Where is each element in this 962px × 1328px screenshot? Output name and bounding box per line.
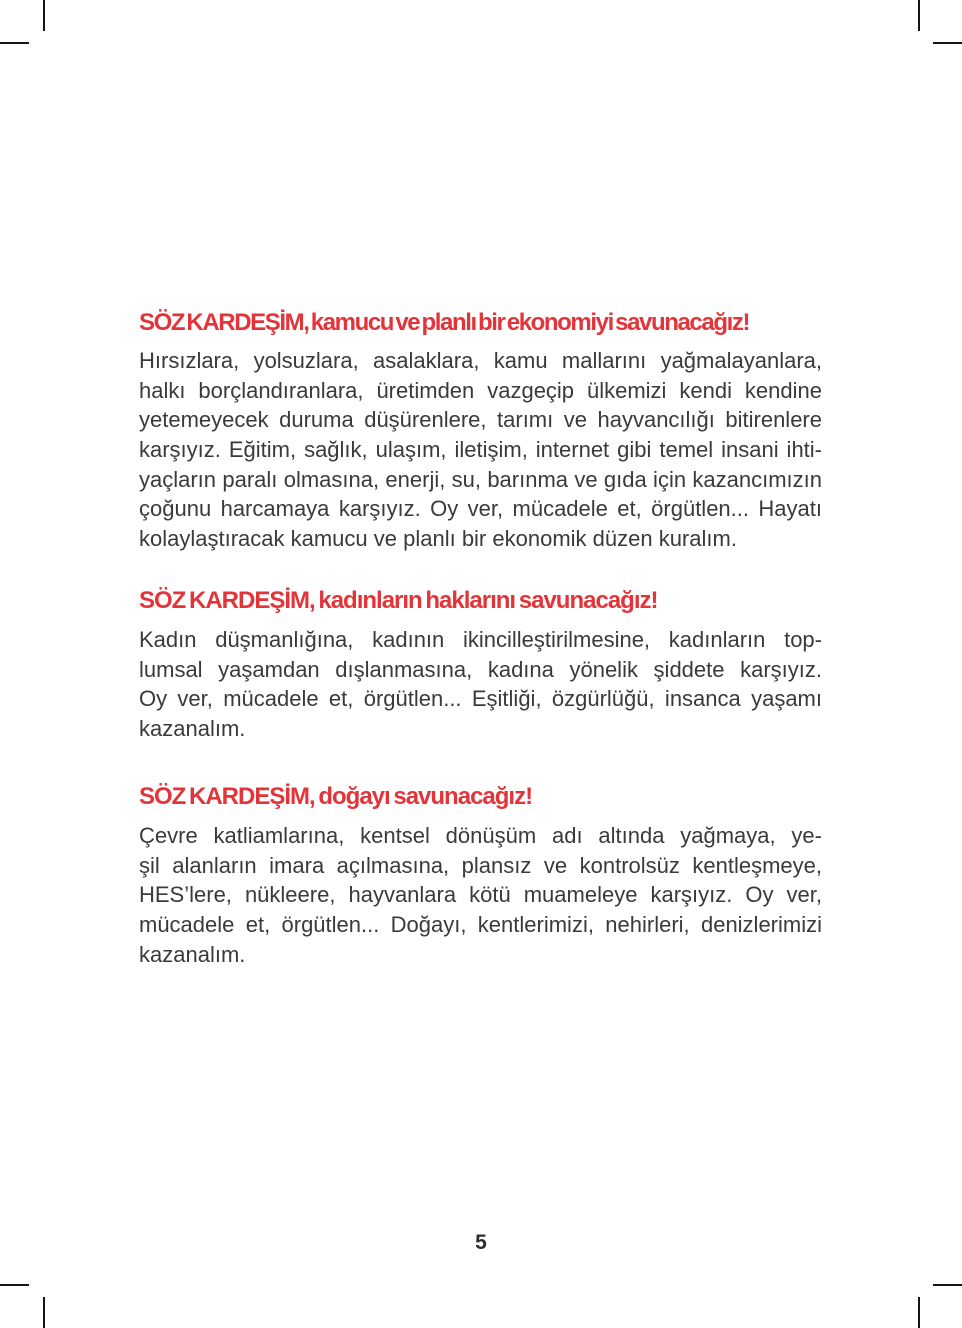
section-womens-rights xyxy=(139,586,822,744)
crop-mark-bottom-right-icon xyxy=(933,1284,962,1286)
paragraph-line: yetemeyecek duruma düşürenlere, tarımı ve hayvancılığı bitirenlere xyxy=(139,407,822,433)
section-economy xyxy=(139,308,822,554)
paragraph-line: yaçların paralı olmasına, enerji, su, barınma ve gıda için kazancımızın xyxy=(139,466,822,492)
section-heading: SÖZ KARDEŞİM, doğayı savunacağız! xyxy=(139,783,533,810)
paragraph-line: Çevre katliamlarına, kentsel dönüşüm adı altında yağmaya, ye- xyxy=(139,823,822,848)
paragraph-line: HES’lere, nükleere, hayvanlara kötü muameleye karşıyız. Oy ver, xyxy=(139,882,822,908)
paragraph-line: lumsal yaşamdan dışlanmasına, kadına yönelik şiddete karşıyız. xyxy=(139,656,822,682)
section-paragraph xyxy=(139,625,822,744)
crop-mark-top-right-icon xyxy=(918,0,920,31)
crop-mark-bottom-left-icon xyxy=(43,1297,45,1328)
section-paragraph xyxy=(139,821,822,969)
section-nature xyxy=(139,782,822,969)
paragraph-line: şil alanların imara açılmasına, plansız ve kontrolsüz kentleşmeye, xyxy=(139,852,822,878)
section-heading: SÖZ KARDEŞİM, kamucu ve planlı bir ekonomiyi savunacağız! xyxy=(139,309,750,336)
paragraph-line: Kadın düşmanlığına, kadının ikincilleştirilmesine, kadınların top- xyxy=(139,627,822,652)
paragraph-line: mücadele et, örgütlen... Doğayı, kentlerimizi, nehirleri, denizlerimizi xyxy=(139,912,822,938)
crop-mark-bottom-right-icon xyxy=(918,1297,920,1328)
paragraph-line: karşıyız. Eğitim, sağlık, ulaşım, iletişim, internet gibi temel insani ihti- xyxy=(139,437,822,463)
section-paragraph xyxy=(139,346,822,554)
section-heading: SÖZ KARDEŞİM, kadınların haklarını savunacağız! xyxy=(139,587,658,614)
paragraph-line: Oy ver, mücadele et, örgütlen... Eşitliği, özgürlüğü, insanca yaşamı xyxy=(139,686,822,712)
paragraph-line: kazanalım. xyxy=(139,941,246,967)
crop-mark-top-left-icon xyxy=(0,42,29,44)
paragraph-line: kolaylaştıracak kamucu ve planlı bir ekonomik düzen kuralım. xyxy=(139,526,737,552)
paragraph-line: çoğunu harcamaya karşıyız. Oy ver, mücadele et, örgütlen... Hayatı xyxy=(139,496,822,522)
crop-mark-top-right-icon xyxy=(933,42,962,44)
paragraph-line: halkı borçlandıranlara, üretimden vazgeçip ülkemizi kendi kendine xyxy=(139,377,822,403)
paragraph-line: kazanalım. xyxy=(139,716,246,742)
page-number: 5 xyxy=(475,1231,487,1254)
crop-mark-top-left-icon xyxy=(43,0,45,31)
paragraph-line: Hırsızlara, yolsuzlara, asalaklara, kamu mallarını yağmalayanlara, xyxy=(139,348,822,373)
crop-mark-bottom-left-icon xyxy=(0,1284,29,1286)
